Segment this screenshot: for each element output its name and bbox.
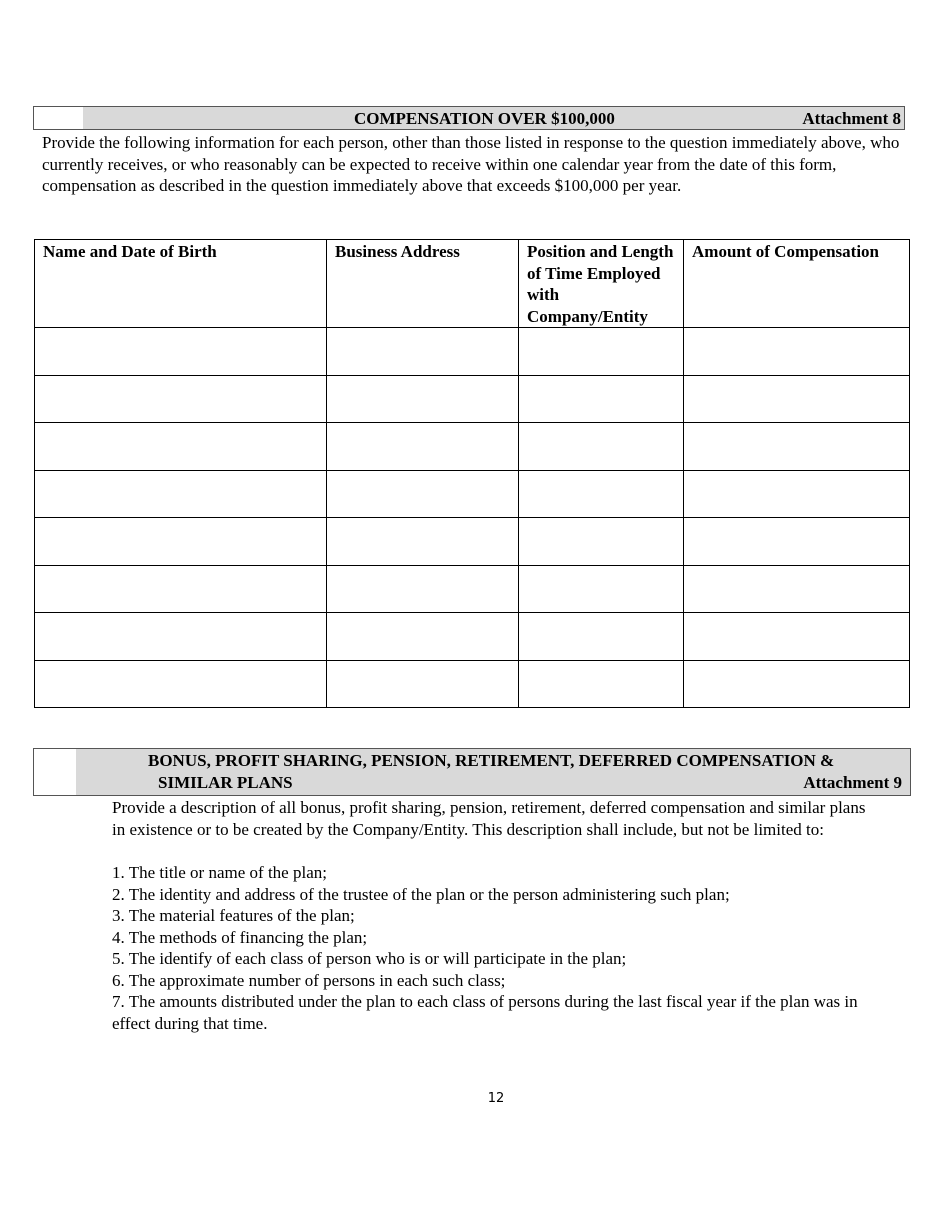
table-cell[interactable]	[35, 565, 327, 613]
table-cell[interactable]	[519, 328, 684, 376]
column-header-name: Name and Date of Birth	[35, 240, 327, 328]
table-header-row	[35, 240, 910, 328]
table-row	[35, 470, 910, 518]
table-cell[interactable]	[519, 470, 684, 518]
table-cell[interactable]	[684, 613, 910, 661]
list-item: 7. The amounts distributed under the plan to each class of persons during the last fiscal year if the plan was in effect during that time.	[112, 992, 858, 1033]
table-row	[35, 565, 910, 613]
table-cell[interactable]	[684, 565, 910, 613]
plan-requirements-list	[112, 862, 887, 1034]
table-cell[interactable]	[327, 375, 519, 423]
table-row	[35, 660, 910, 708]
table-cell[interactable]	[684, 470, 910, 518]
table-cell[interactable]	[35, 375, 327, 423]
table-cell[interactable]	[327, 328, 519, 376]
table-cell[interactable]	[519, 660, 684, 708]
compensation-table	[34, 239, 910, 708]
column-header-compensation: Amount of Compensation	[684, 240, 910, 328]
section-header-compensation	[33, 106, 905, 130]
section-title-line1: BONUS, PROFIT SHARING, PENSION, RETIREMENT, DEFERRED COMPENSATION &	[148, 751, 835, 770]
table-cell[interactable]	[327, 565, 519, 613]
section-instructions: Provide the following information for each person, other than those listed in response to the question immediately above, who currently receives, or who reasonably can be expected to receive within one calendar year from the date of this form, compensation as described in the question immediately above that exceeds $100,000 per year.	[42, 133, 900, 195]
table-cell[interactable]	[35, 518, 327, 566]
plans-instructions: Provide a description of all bonus, profit sharing, pension, retirement, deferred compensation and similar plans in existence or to be created by the Company/Entity. This description shall include, but not be limited to:	[112, 798, 866, 839]
section-title-line2: SIMILAR PLANS	[158, 773, 293, 792]
table-cell[interactable]	[684, 423, 910, 471]
attachment-label: Attachment 9	[803, 773, 902, 792]
list-item: 5. The identify of each class of person who is or will participate in the plan;	[112, 949, 627, 968]
attachment-label: Attachment 8	[802, 109, 901, 128]
table-cell[interactable]	[35, 328, 327, 376]
table-cell[interactable]	[519, 423, 684, 471]
table-row	[35, 518, 910, 566]
table-cell[interactable]	[35, 470, 327, 518]
section-title: COMPENSATION OVER $100,000	[354, 109, 615, 128]
table-cell[interactable]	[327, 423, 519, 471]
table-cell[interactable]	[327, 518, 519, 566]
table-cell[interactable]	[519, 518, 684, 566]
list-item: 3. The material features of the plan;	[112, 906, 355, 925]
table-cell[interactable]	[519, 375, 684, 423]
page-number: 12	[487, 1091, 505, 1106]
table-cell[interactable]	[327, 660, 519, 708]
table-cell[interactable]	[327, 613, 519, 661]
list-item: 4. The methods of financing the plan;	[112, 927, 368, 947]
table-cell[interactable]	[519, 565, 684, 613]
table-cell[interactable]	[35, 613, 327, 661]
table-cell[interactable]	[35, 423, 327, 471]
table-cell[interactable]	[519, 613, 684, 661]
list-item: 2. The identity and address of the trustee of the plan or the person administering such plan;	[112, 884, 730, 904]
section-header-plans	[33, 748, 911, 796]
table-row	[35, 375, 910, 423]
column-header-position: Position and Length of Time Employed with Company/Entity	[519, 240, 684, 328]
column-header-address: Business Address	[327, 240, 519, 328]
table-cell[interactable]	[327, 470, 519, 518]
list-item: 1. The title or name of the plan;	[112, 863, 327, 882]
table-cell[interactable]	[684, 518, 910, 566]
table-row	[35, 613, 910, 661]
table-row	[35, 423, 910, 471]
table-row	[35, 328, 910, 376]
table-cell[interactable]	[35, 660, 327, 708]
list-item: 6. The approximate number of persons in each such class;	[112, 970, 506, 990]
table-cell[interactable]	[684, 375, 910, 423]
table-cell[interactable]	[684, 328, 910, 376]
table-cell[interactable]	[684, 660, 910, 708]
